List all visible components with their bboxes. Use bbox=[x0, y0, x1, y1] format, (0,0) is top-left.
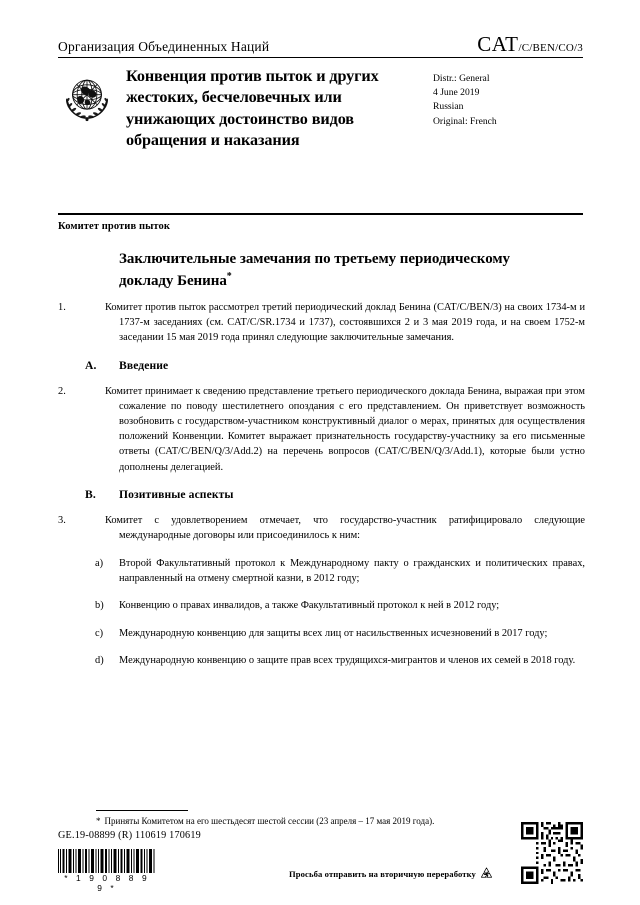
footnote bbox=[96, 815, 566, 828]
list-item-letter: b) bbox=[95, 600, 104, 612]
section-letter: A. bbox=[85, 358, 97, 372]
distribution-block bbox=[433, 66, 583, 129]
distribution-language: Russian bbox=[433, 101, 464, 113]
section-heading-introduction bbox=[58, 359, 585, 372]
section-heading-text: Введение bbox=[119, 358, 169, 372]
convention-title: Конвенция против пыток и других жестоких, бесчеловечных или унижающих достоинство видов обращения и наказания bbox=[126, 67, 379, 150]
distribution-type: Distr.: General bbox=[433, 73, 490, 84]
recycle-notice-text: Просьба отправить на вторичную переработку bbox=[289, 868, 476, 879]
document-body bbox=[58, 300, 585, 680]
recycle-icon bbox=[479, 866, 494, 881]
distribution-original: Original: French bbox=[433, 115, 497, 127]
list-item-letter: a) bbox=[95, 558, 104, 570]
document-symbol-suffix: /C/BEN/CO/3 bbox=[518, 42, 583, 54]
list-item-text: Второй Факультативный протокол к Международному пакту о гражданских и политических правах, направленный на отмену смертной казни, в 2012 году; bbox=[119, 558, 585, 585]
paragraph bbox=[58, 384, 585, 475]
footnote-divider bbox=[96, 810, 188, 811]
page-title bbox=[119, 250, 519, 292]
list-item-letter: d) bbox=[95, 654, 104, 666]
footnote-marker: * bbox=[96, 816, 101, 826]
masthead bbox=[58, 34, 583, 58]
distribution-date: 4 June 2019 bbox=[433, 87, 480, 99]
paragraph-text: Комитет принимает к сведению представление третьего периодического доклада Бенина, выражая при этом сожаление по поводу шестилетнего опоздания с его представлением. Он приветствует возможность возобновить с государством-участником конструктивный диалог о мерах, принятых для осуществления положений Конвенции. Комитет выражает признательность государству-участнику за его письменные ответы (CAT/C/BEN/Q/3/Add.2) на перечень вопросов (CAT/C/BEN/Q/3/Add.1), которые были устно дополнены делегацией. bbox=[105, 385, 585, 473]
organization-name: Организация Объединенных Наций bbox=[58, 39, 270, 55]
section-heading-text: Позитивные аспекты bbox=[119, 487, 234, 501]
list-item bbox=[58, 556, 585, 586]
list-item-text: Международную конвенцию о защите прав всех трудящихся-мигрантов и членов их семей в 2018 году. bbox=[119, 654, 576, 666]
document-symbol bbox=[477, 34, 583, 55]
section-letter: B. bbox=[85, 487, 96, 501]
section-heading-positive-aspects bbox=[58, 488, 585, 501]
paragraph-text: Комитет с удовлетворением отмечает, что государство-участник ратифицировало следующие международные договоры или присоединилось к ним: bbox=[105, 514, 585, 541]
paragraph-number: 2. bbox=[58, 385, 66, 397]
title-block bbox=[58, 66, 583, 152]
job-number: GE.19-08899 (R) 110619 170619 bbox=[58, 830, 201, 841]
list-item-text: Конвенцию о правах инвалидов, а также Факультативный протокол к ней в 2012 году; bbox=[119, 600, 500, 612]
barcode bbox=[58, 849, 156, 893]
qr-code bbox=[521, 822, 583, 884]
list-item bbox=[58, 653, 585, 668]
paragraph-number: 1. bbox=[58, 302, 66, 313]
un-emblem bbox=[58, 68, 116, 126]
page-title-text: Заключительные замечания по третьему периодическому докладу Бенина bbox=[119, 251, 510, 289]
footnote-text: Приняты Комитетом на его шестьдесят шестой сессии (23 апреля – 17 мая 2019 года). bbox=[104, 816, 435, 826]
title-footnote-marker: * bbox=[226, 270, 232, 282]
committee-name: Комитет против пыток bbox=[58, 221, 171, 232]
paragraph-text: Комитет против пыток рассмотрел третий периодический доклад Бенина (CAT/C/BEN/3) на своих 1734-м и 1737-м заседаниях (см. CAT/C/SR.1734 и 1737), состоявшихся 2 и 3 мая 2019 года, и на своем 1752-м заседании 15 мая 2019 года принял следующие заключительные замечания. bbox=[105, 302, 585, 344]
list-item-letter: c) bbox=[95, 627, 104, 639]
masthead-divider bbox=[58, 57, 583, 58]
barcode-caption: * 1 9 0 8 8 9 9 * bbox=[64, 873, 150, 893]
list-item-text: Международную конвенцию для защиты всех лиц от насильственных исчезновений в 2017 году; bbox=[119, 627, 548, 639]
list-item bbox=[58, 626, 585, 641]
list-item bbox=[58, 598, 585, 613]
header-divider bbox=[58, 213, 583, 215]
masthead-row bbox=[58, 34, 583, 57]
paragraph bbox=[58, 513, 585, 543]
paragraph bbox=[58, 300, 585, 346]
document-symbol-main: CAT bbox=[477, 32, 519, 56]
paragraph-number: 3. bbox=[58, 514, 66, 526]
recycle-notice bbox=[289, 866, 494, 881]
